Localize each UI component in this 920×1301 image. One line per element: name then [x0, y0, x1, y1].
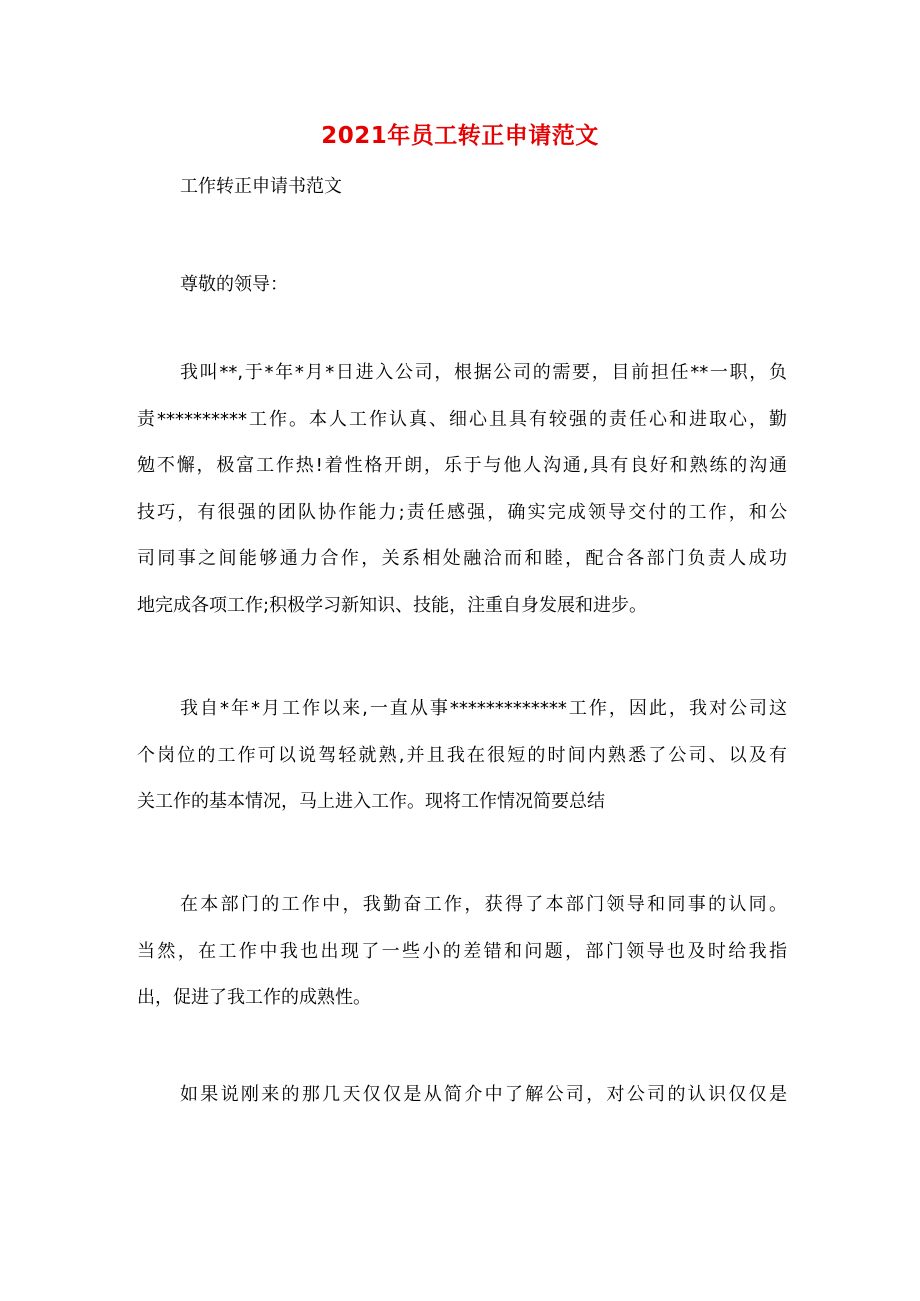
paragraph-line: 司同事之间能够通力合作，关系相处融洽而和睦，配合各部门负责人成功: [137, 548, 787, 569]
paragraph-line: 当然，在工作中我也出现了一些小的差错和问题，部门领导也及时给我指: [137, 940, 787, 962]
paragraph-line: 勉不懈，极富工作热!着性格开朗，乐于与他人沟通,具有良好和熟练的沟通: [137, 455, 787, 476]
salutation: 尊敬的领导：: [180, 274, 288, 295]
paragraph-line: 在本部门的工作中，我勤奋工作，获得了本部门领导和同事的认同。: [180, 894, 787, 915]
paragraph-3: [137, 882, 787, 1022]
paragraph-1: [137, 350, 787, 629]
paragraph-line: 我自*年*月工作以来,一直从事*************工作，因此，我对公司这: [180, 698, 787, 719]
paragraph-line: 技巧，有很强的团队协作能力;责任感强，确实完成领导交付的工作，和公: [137, 501, 787, 523]
paragraph-4: [137, 1072, 787, 1119]
paragraph-line: 出，促进了我工作的成熟性。: [137, 987, 371, 1008]
document-subtitle: 工作转正申请书范文: [180, 176, 342, 197]
paragraph-line: 地完成各项工作;积极学习新知识、技能，注重自身发展和进步。: [137, 594, 648, 616]
paragraph-line: 责**********工作。本人工作认真、细心且具有较强的责任心和进取心，勤: [137, 408, 787, 430]
paragraph-line: 如果说刚来的那几天仅仅是从简介中了解公司，对公司的认识仅仅是: [180, 1084, 787, 1105]
paragraph-line: 关工作的基本情况，马上进入工作。现将工作情况简要总结: [137, 791, 605, 812]
document-title: 2021年员工转正申请范文: [321, 123, 599, 149]
paragraph-line: 个岗位的工作可以说驾轻就熟,并且我在很短的时间内熟悉了公司、以及有: [137, 744, 787, 766]
paragraph-2: [137, 686, 787, 826]
paragraph-line: 我叫**,于*年*月*日进入公司，根据公司的需要，目前担任**一职，负: [180, 362, 787, 383]
